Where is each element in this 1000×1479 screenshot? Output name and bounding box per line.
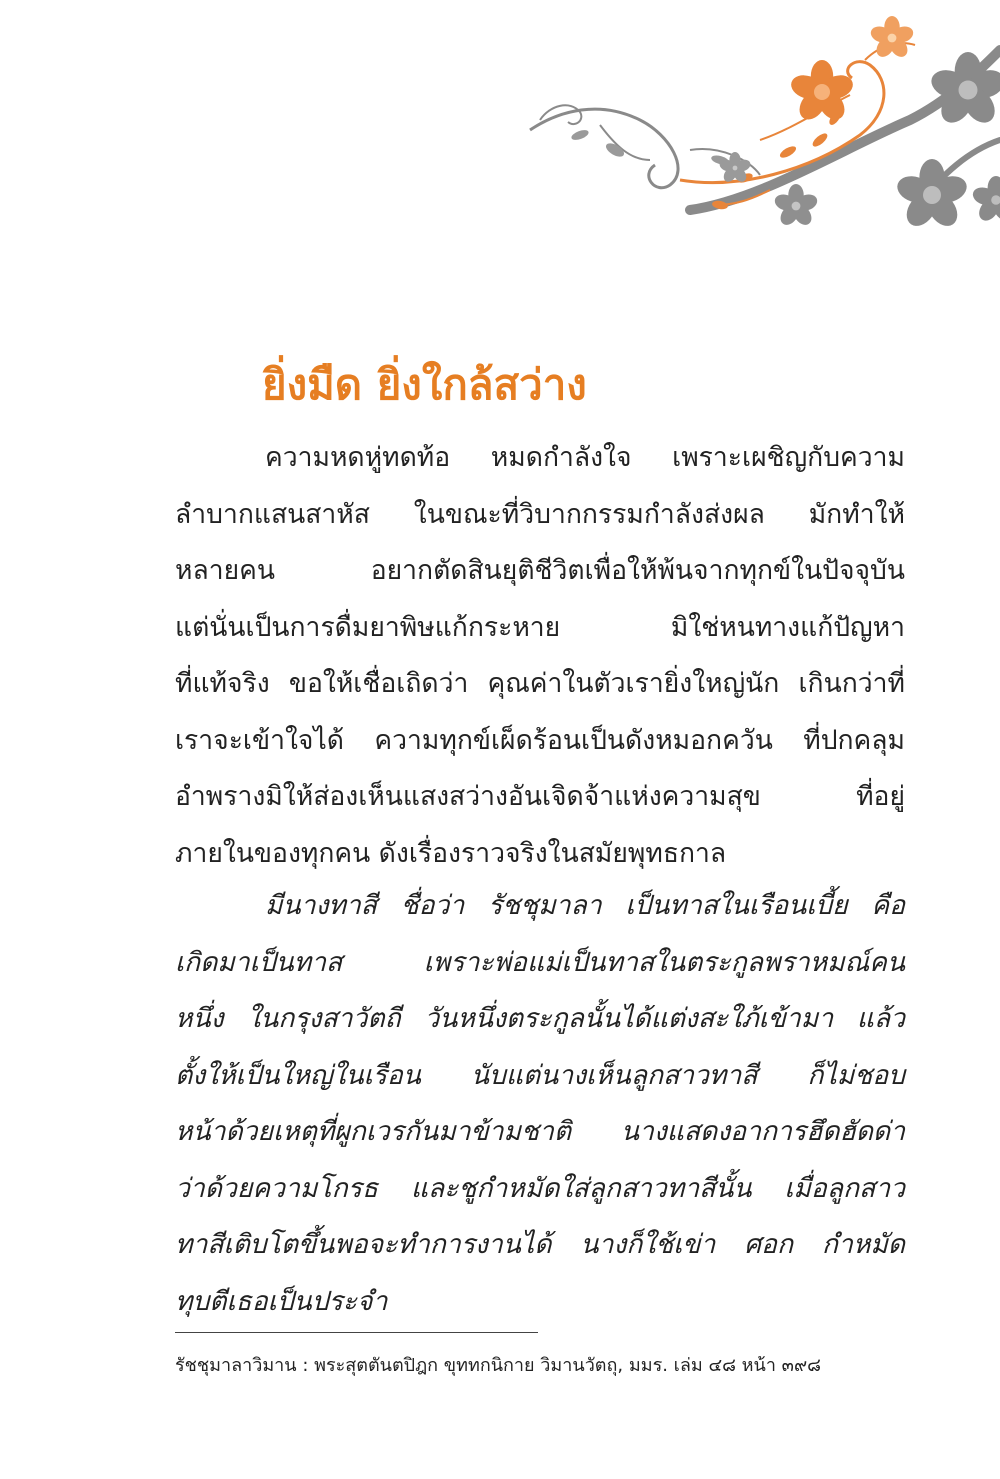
paragraph-line: ทาสีเติบโตขึ้นพอจะทำการงานได้ นางก็ใช้เข่า ศอก กำหมัด [175,1229,905,1260]
paragraph-line: ว่าด้วยความโกรธ และชูกำหมัดใส่ลูกสาวทาสีนั้น เมื่อลูกสาว [175,1172,905,1204]
paragraph-line: อำพรางมิให้ส่องเห็นแสงสว่างอันเจิดจ้าแห่งความสุข ที่อยู่ [175,781,905,812]
paragraph-line: เราจะเข้าใจได้ ความทุกข์เผ็ดร้อนเป็นดังหมอกควัน ที่ปกคลุม [175,724,905,756]
page-title: ยิ่งมืด ยิ่งใกล้สว่าง [262,360,587,409]
paragraph-line: เกิดมาเป็นทาส เพราะพ่อแม่เป็นทาสในตระกูลพราหมณ์คน [175,946,905,978]
floral-ornament-icon [520,0,1000,230]
paragraph-line: ตั้งให้เป็นใหญ่ในเรือน นับแต่นางเห็นลูกสาวทาสี ก็ไม่ชอบ [175,1059,905,1091]
paragraph-line: ความหดหู่ทดท้อ หมดกำลังใจ เพราะเผชิญกับความ [265,442,905,473]
paragraph-line: แต่นั่นเป็นการดื่มยาพิษแก้กระหาย มิใช่หนทางแก้ปัญหา [175,611,905,643]
paragraph-story [175,878,905,1330]
paragraph-line: ทุบตีเธอเป็นประจำ [175,1285,388,1317]
paragraph-line: ลำบากแสนสาหัส ในขณะที่วิบากกรรมกำลังส่งผล มักทำให้ [175,498,905,530]
paragraph-line: ที่แท้จริง ขอให้เชื่อเถิดว่า คุณค่าในตัวเรายิ่งใหญ่นัก เกินกว่าที่ [175,668,905,699]
paragraph-line: หน้าด้วยเหตุที่ผูกเวรกันมาข้ามชาติ นางแสดงอาการฮึดฮัดด่า [175,1116,905,1147]
footnote-divider [175,1332,538,1333]
paragraph-line: หนึ่ง ในกรุงสาวัตถี วันหนึ่งตระกูลนั้นได้แต่งสะใภ้เข้ามา แล้ว [175,1003,905,1034]
paragraph-line: หลายคน อยากตัดสินยุติชีวิตเพื่อให้พ้นจากทุกข์ในปัจจุบัน [175,555,905,586]
paragraph-line: ภายในของทุกคน ดังเรื่องราวจริงในสมัยพุทธกาล [175,837,727,869]
footnote: รัชชุมาลาวิมาน : พระสุตตันตปิฎก ขุททกนิกาย วิมานวัตถุ, มมร. เล่ม ๔๘ หน้า ๓๙๘ [175,1355,822,1376]
paragraph-line: มีนางทาสี ชื่อว่า รัชชุมาลา เป็นทาสในเรือนเบี้ย คือ [265,890,905,921]
paragraph-intro [175,430,905,882]
